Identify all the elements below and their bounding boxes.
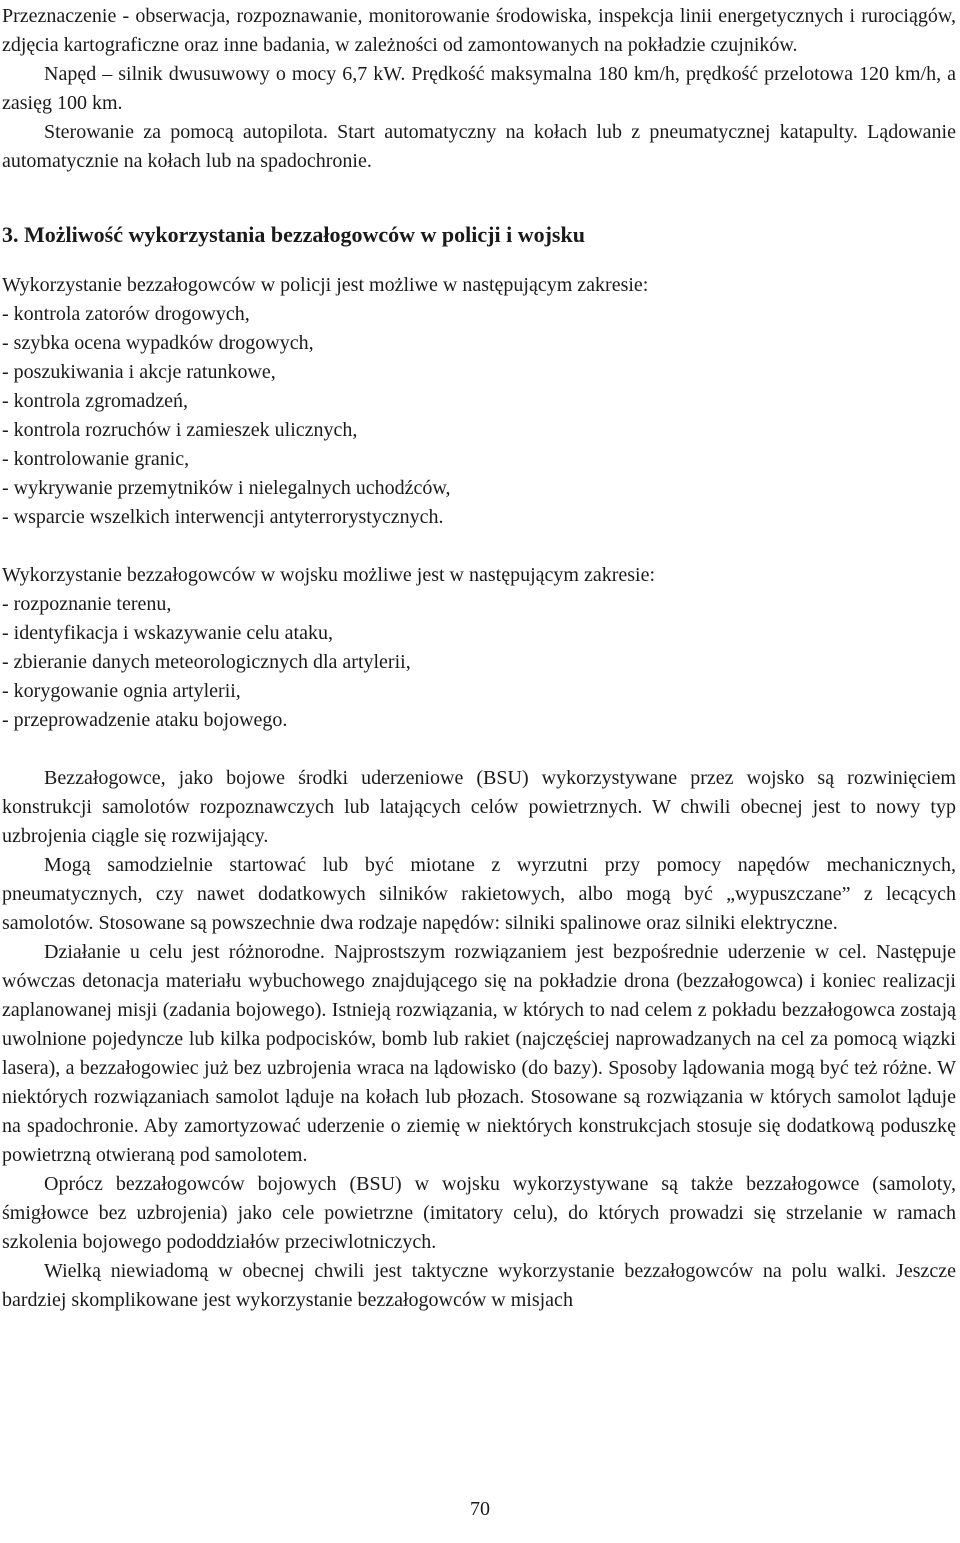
intro-paragraph-control: Sterowanie za pomocą autopilota. Start automatyczny na kołach lub z pneumatycznej katapulty. Lądowanie automatycznie na kołach lub na spadochronie. xyxy=(2,121,956,172)
body-paragraph-launch: Mogą samodzielnie startować lub być miotane z wyrzutni przy pomocy napędów mechanicznych, pneumatycznych, czy nawet dodatkowych silników rakietowych, albo mogą być „wypuszczane” z lecących samolotów. Stosowane są powszechnie dwa rodzaje napędów: silniki spalinowe oraz silniki elektryczne. xyxy=(2,854,956,934)
list-item: - identyfikacja i wskazywanie celu ataku, xyxy=(2,622,333,644)
page-number: 70 xyxy=(470,1498,490,1520)
list-item: - kontrola rozruchów i zamieszek ulicznych, xyxy=(2,419,358,441)
army-usage-block xyxy=(2,561,956,735)
section-heading: 3. Możliwość wykorzystania bezzałogowców w policji i wojsku xyxy=(2,222,585,247)
police-usage-block xyxy=(2,271,956,532)
list-item: - szybka ocena wypadków drogowych, xyxy=(2,332,314,354)
army-usage-intro: Wykorzystanie bezzałogowców w wojsku możliwe jest w następującym zakresie: xyxy=(2,564,656,586)
list-item: - wykrywanie przemytników i nielegalnych uchodźców, xyxy=(2,477,451,499)
intro-block xyxy=(2,0,956,176)
list-item: - poszukiwania i akcje ratunkowe, xyxy=(2,361,276,383)
list-item: - kontrola zgromadzeń, xyxy=(2,390,189,412)
intro-paragraph-propulsion: Napęd – silnik dwusuwowy o mocy 6,7 kW. Prędkość maksymalna 180 km/h, prędkość przelotowa 120 km/h, a zasięg 100 km. xyxy=(2,63,956,114)
list-item: - korygowanie ognia artylerii, xyxy=(2,680,241,702)
body-paragraph-tactics: Wielką niewiadomą w obecnej chwili jest taktyczne wykorzystanie bezzałogowców na polu walki. Jeszcze bardziej skomplikowane jest wykorzystanie bezzałogowców w misjach xyxy=(2,1260,956,1311)
police-usage-list xyxy=(2,300,956,532)
army-usage-list xyxy=(2,590,956,735)
list-item: - wsparcie wszelkich interwencji antyterrorystycznych. xyxy=(2,506,444,528)
body-paragraph-bsu: Bezzałogowce, jako bojowe środki uderzeniowe (BSU) wykorzystywane przez wojsko są rozwinięciem konstrukcji samolotów rozpoznawczych lub latających celów powietrznych. W chwili obecnej jest to nowy typ uzbrojenia ciągle się rozwijający. xyxy=(2,767,956,847)
list-item: - przeprowadzenie ataku bojowego. xyxy=(2,709,288,731)
body-paragraph-targets: Oprócz bezzałogowców bojowych (BSU) w wojsku wykorzystywane są także bezzałogowce (samoloty, śmigłowce bez uzbrojenia) jako cele powietrzne (imitatory celu), do których prowadzi się strzelanie w ramach szkolenia bojowego pododdziałów przeciwlotniczych. xyxy=(2,1173,956,1253)
intro-paragraph-purpose: Przeznaczenie - obserwacja, rozpoznawanie, monitorowanie środowiska, inspekcja linii energetycznych i rurociągów, zdjęcia kartograficzne oraz inne badania, w zależności od zamontowanych na pokładzie czujników. xyxy=(2,5,956,56)
list-item: - kontrolowanie granic, xyxy=(2,448,190,470)
body-text-block xyxy=(2,764,956,1315)
list-item: - zbieranie danych meteorologicznych dla artylerii, xyxy=(2,651,411,673)
police-usage-intro: Wykorzystanie bezzałogowców w policji jest możliwe w następującym zakresie: xyxy=(2,274,649,296)
list-item: - rozpoznanie terenu, xyxy=(2,593,172,615)
list-item: - kontrola zatorów drogowych, xyxy=(2,303,250,325)
body-paragraph-action: Działanie u celu jest różnorodne. Najprostszym rozwiązaniem jest bezpośrednie uderzenie w cel. Następuje wówczas detonacja materiału wybuchowego znajdującego się na pokładzie drona (bezzałogowca) i koniec realizacji zaplanowanej misji (zadania bojowego). Istnieją rozwiązania, w których to nad celem z pokładu bezzałogowca zostają uwolnione pojedyncze lub kilka podpocisków, bomb lub rakiet (najczęściej naprowadzanych na cel za pomocą wiązki lasera), a bezzałogowiec już bez uzbrojenia wraca na lądowisko (do bazy). Sposoby lądowania mogą być też różne. W niektórych rozwiązaniach samolot ląduje na kołach lub płozach. Stosowane są rozwiązania w których samolot ląduje na spadochronie. Aby zamortyzować uderzenie o ziemię w niektórych konstrukcjach stosuje się dodatkową poduszkę powietrzną otwieraną pod samolotem. xyxy=(2,941,956,1166)
